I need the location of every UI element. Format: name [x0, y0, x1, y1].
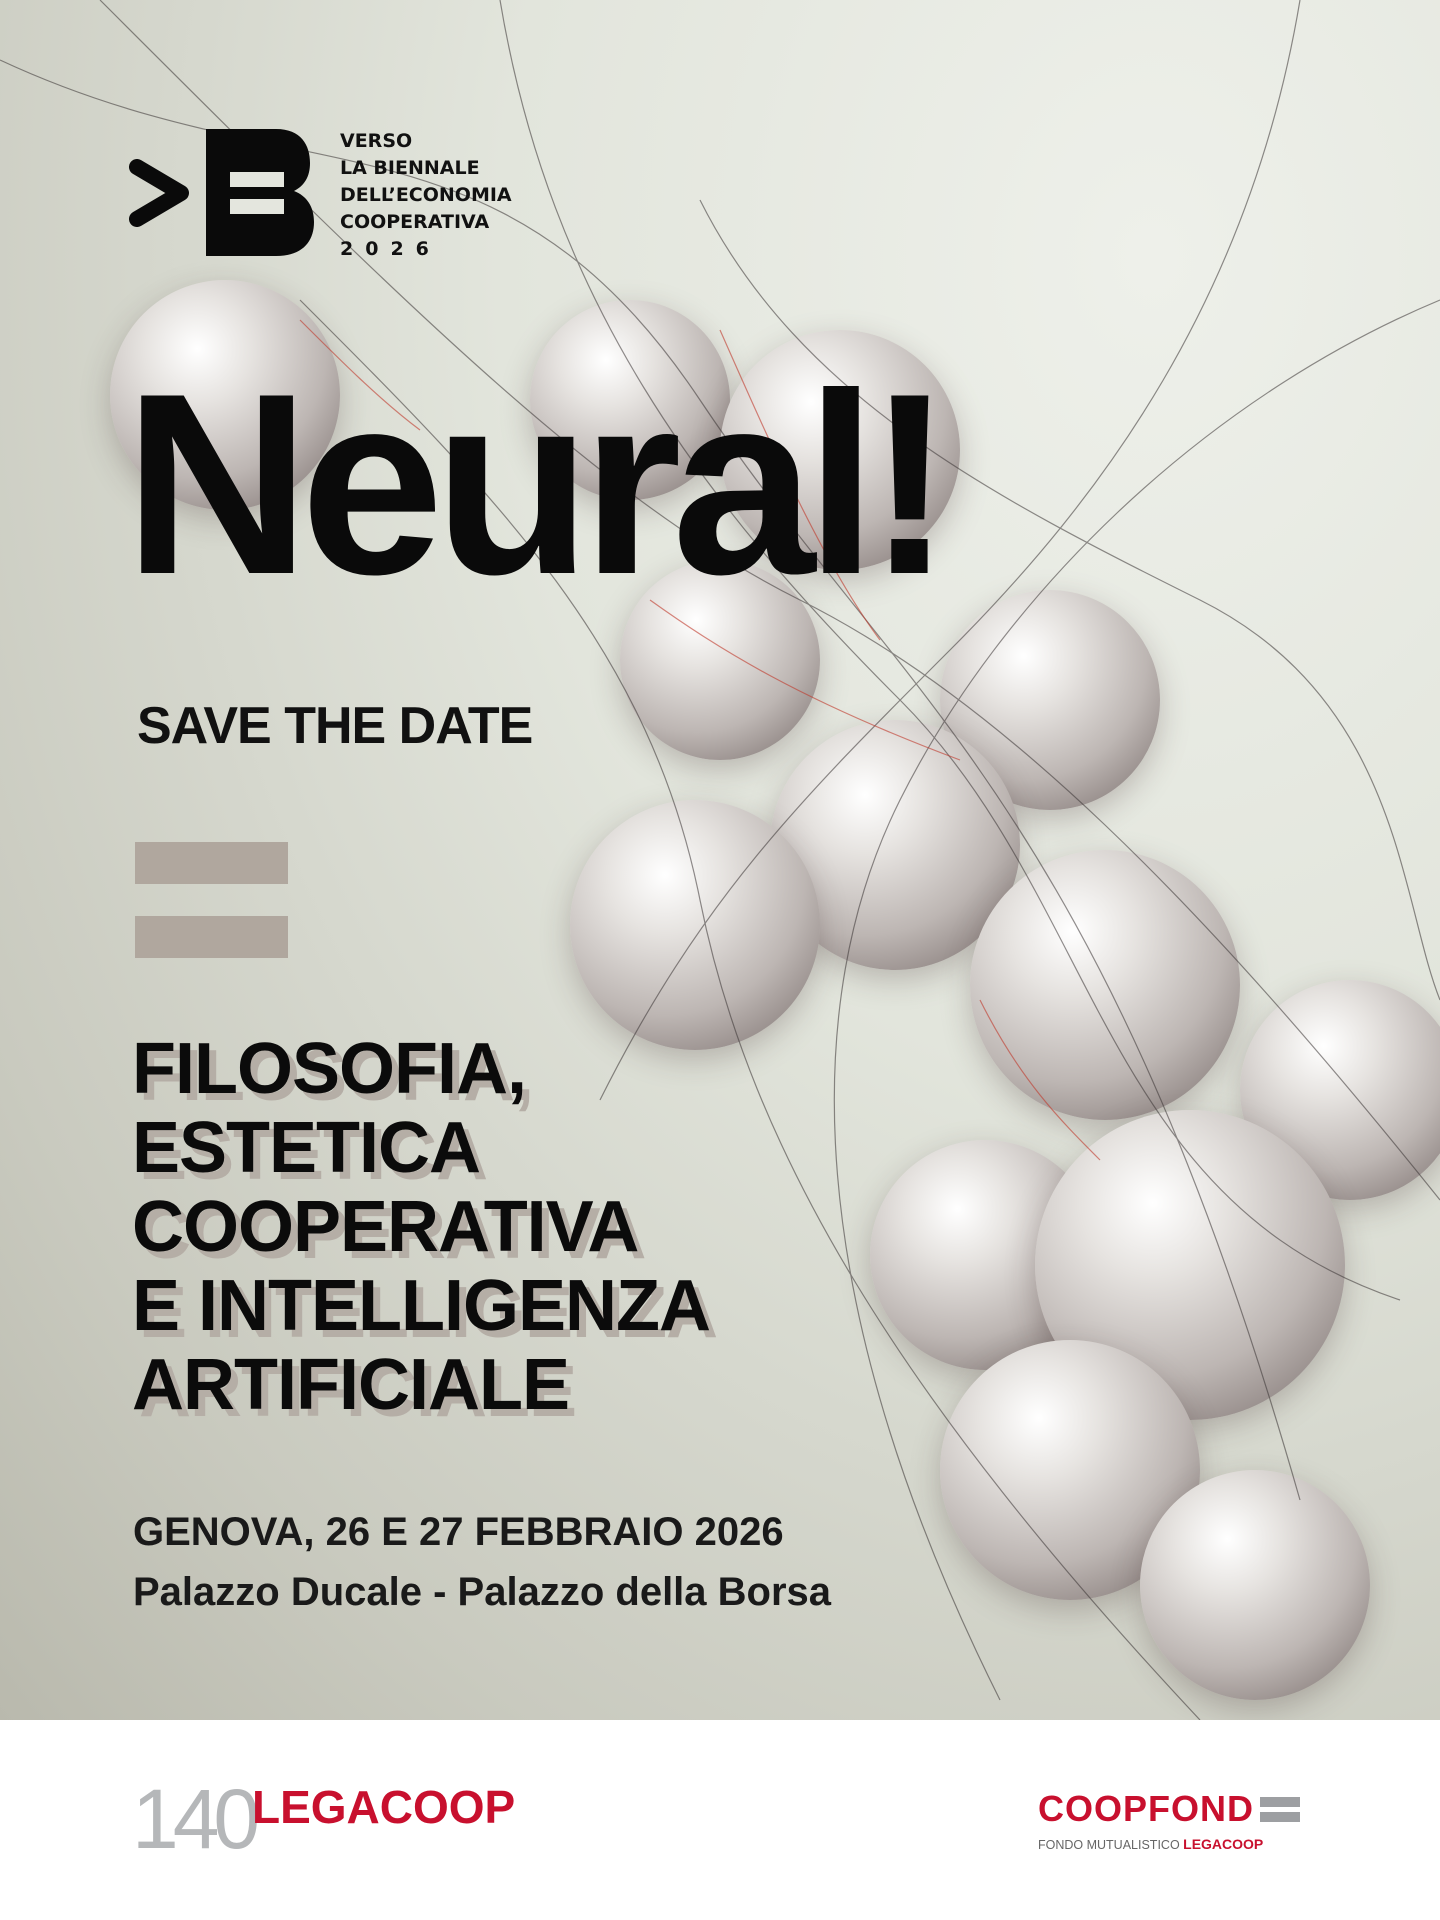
logo-year: 2026 [340, 238, 441, 260]
logo-line: LA BIENNALE [340, 157, 480, 179]
coopfond-tagline-brand: LEGACOOP [1183, 1836, 1264, 1852]
legacoop-anniversary-number: 140 [132, 1772, 255, 1866]
logo-line: COOPERATIVA [340, 211, 490, 233]
subtitle-line: ESTETICA [132, 1108, 481, 1188]
coopfond-logo [1038, 1788, 1313, 1852]
biennale-logo-text [340, 128, 512, 263]
subtitle-line: FILOSOFIA, [132, 1029, 526, 1109]
logo-line: DELL’ECONOMIA [340, 184, 512, 206]
chevron-logo-icon [129, 159, 191, 227]
subtitle-line: E INTELLIGENZA [132, 1266, 710, 1346]
coopfond-bars-icon [1260, 1797, 1300, 1822]
subtitle-line: ARTIFICIALE [132, 1345, 569, 1425]
legacoop-name: LEGACOOP [252, 1781, 516, 1833]
event-title: Neural! [124, 339, 943, 628]
equals-bar-bottom [135, 916, 288, 958]
equals-bar-top [135, 842, 288, 884]
biennale-b-logo [206, 129, 314, 256]
event-date: GENOVA, 26 E 27 FEBBRAIO 2026 [133, 1510, 784, 1554]
logo-line: VERSO [340, 130, 413, 152]
event-venue: Palazzo Ducale - Palazzo della Borsa [133, 1570, 832, 1614]
save-the-date: SAVE THE DATE [137, 697, 533, 755]
subtitle-line: COOPERATIVA [132, 1187, 639, 1267]
event-subtitle [132, 1030, 710, 1425]
coopfond-tagline: FONDO MUTUALISTICO [1038, 1838, 1180, 1852]
coopfond-name: COOPFOND [1038, 1788, 1255, 1829]
